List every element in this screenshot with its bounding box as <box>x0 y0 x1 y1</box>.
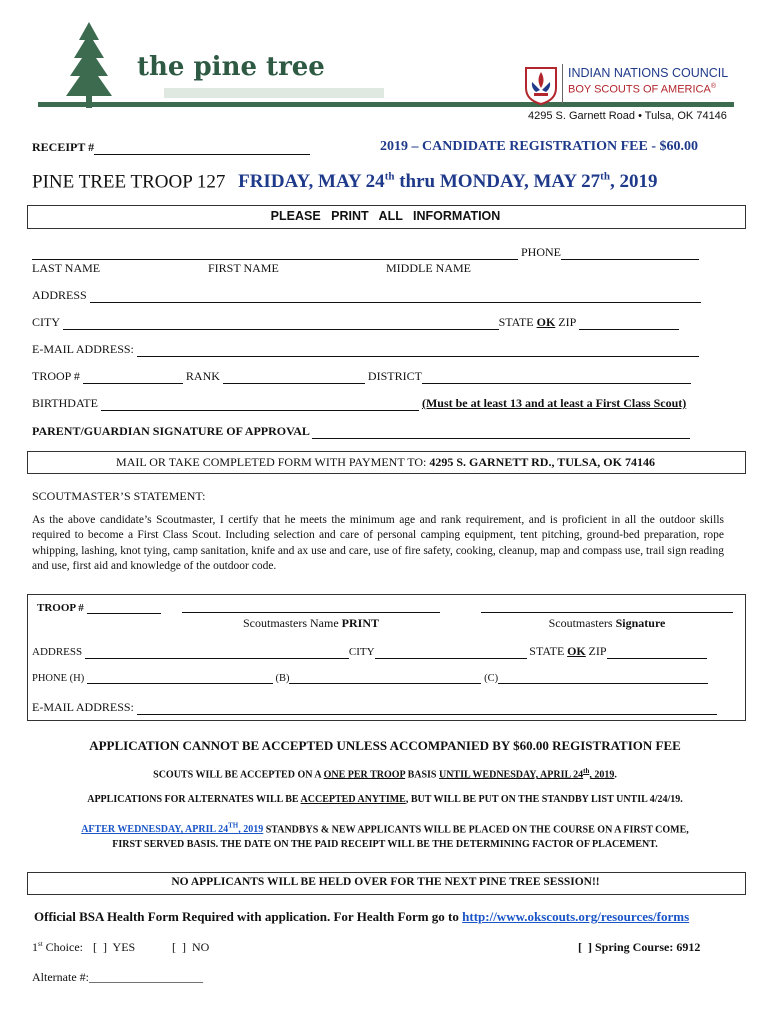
standby-notice: AFTER WEDNESDAY, APRIL 24TH, 2019 STANDBYS & NEW APPLICANTS WILL BE PLACED ON THE COURSE ON A FIRST COME, FIRST SERVED BASIS. THE DATE ON THE PAID RECEIPT WILL BE THE DETERMINING FACTOR OF PLACEMENT. <box>81 822 689 851</box>
alternate-field[interactable]: Alternate #:___________________ <box>32 970 203 984</box>
address-field[interactable]: ADDRESS <box>32 288 701 303</box>
sm-address-row[interactable]: ADDRESS CITY STATE OK ZIP <box>32 644 707 659</box>
parent-signature-field[interactable]: PARENT/GUARDIAN SIGNATURE OF APPROVAL <box>32 424 690 439</box>
sm-troop-field[interactable]: TROOP # <box>37 602 161 614</box>
spring-course-checkbox[interactable]: [ ] Spring Course: 6912 <box>578 940 701 954</box>
last-name-label: LAST NAME <box>32 261 101 275</box>
acceptance-notice: SCOUTS WILL BE ACCEPTED ON A ONE PER TROOP BASIS UNTIL WEDNESDAY, APRIL 24th, 2019. <box>153 767 617 781</box>
troop-rank-district-row[interactable]: TROOP # RANK DISTRICT <box>32 369 691 384</box>
mail-note: MAIL OR TAKE COMPLETED FORM WITH PAYMENT TO: 4295 S. GARNETT RD., TULSA, OK 74146 <box>116 455 655 469</box>
fee-required-notice: APPLICATION CANNOT BE ACCEPTED UNLESS ACCOMPANIED BY $60.00 REGISTRATION FEE <box>89 738 681 753</box>
name-phone-row[interactable]: PHONE <box>32 245 699 260</box>
sm-phone-row[interactable]: PHONE (H) (B) (C) <box>32 672 708 684</box>
pine-tree-icon <box>66 22 112 108</box>
fee-heading: 2019 – CANDIDATE REGISTRATION FEE - $60.00 <box>380 139 699 154</box>
yes-checkbox[interactable]: [ ] YES <box>93 940 136 954</box>
sm-name-line[interactable] <box>182 612 440 613</box>
first-name-label: FIRST NAME <box>208 261 279 275</box>
receipt-field[interactable]: RECEIPT # <box>32 140 310 155</box>
council-address: 4295 S. Garnett Road • Tulsa, OK 74146 <box>528 110 727 122</box>
email-field[interactable]: E-MAIL ADDRESS: <box>32 342 699 357</box>
first-choice-label: 1st Choice: <box>32 940 83 954</box>
health-form-note: Official BSA Health Form Required with application. For Health Form go to http://www.okscouts.org/resources/forms <box>34 909 690 924</box>
council-org: BOY SCOUTS OF AMERICA® <box>568 83 716 96</box>
middle-name-label: MIDDLE NAME <box>386 261 471 275</box>
after-date-link[interactable]: AFTER WEDNESDAY, APRIL 24TH, 2019 <box>81 822 264 836</box>
council-name: INDIAN NATIONS COUNCIL <box>568 66 729 80</box>
page-title: PINE TREE TROOP 127 FRIDAY, MAY 24th thru MONDAY, MAY 27th, 2019 <box>32 171 658 193</box>
health-form-link[interactable]: http://www.okscouts.org/resources/forms <box>462 909 690 924</box>
sm-signature-line[interactable] <box>481 612 733 613</box>
sm-signature-label: Scoutmasters Signature <box>548 616 666 630</box>
city-state-zip-row[interactable]: CITY STATE OK ZIP <box>32 315 679 330</box>
bsa-fleur-de-lis-icon <box>522 64 560 106</box>
logo-text: the pine tree <box>137 52 325 82</box>
scoutmaster-heading: SCOUTMASTER’S STATEMENT: <box>32 489 206 503</box>
banner-stripe <box>38 102 734 107</box>
alternates-notice: APPLICATIONS FOR ALTERNATES WILL BE ACCEPTED ANYTIME, BUT WILL BE PUT ON THE STANDBY LIST UNTIL 4/24/19. <box>87 794 683 805</box>
birthdate-field[interactable]: BIRTHDATE (Must be at least 13 and at least a First Class Scout) <box>32 396 687 410</box>
print-banner: PLEASE PRINT ALL INFORMATION <box>270 209 501 223</box>
no-checkbox[interactable]: [ ] NO <box>172 940 210 954</box>
sm-email-field[interactable]: E-MAIL ADDRESS: <box>32 700 717 715</box>
sm-name-label: Scoutmasters Name PRINT <box>243 616 379 630</box>
scoutmaster-statement: As the above candidate’s Scoutmaster, I certify that he meets the minimum age and rank requirement, and is proficient in all the outdoor skills required to become a First Class Scout. Including selection and care of personal camping equipment, tent pitching, ground-bed preparation, rope whipping, lashing, knot tying, camp sanitation, knife and ax use and care, use of fire safety, cooking, cleanup, map and compass use, trail sign reading and use, first aid and knowledge of the outdoor code. <box>32 514 724 572</box>
no-holdover-notice: NO APPLICANTS WILL BE HELD OVER FOR THE NEXT PINE TREE SESSION!! <box>171 876 600 888</box>
